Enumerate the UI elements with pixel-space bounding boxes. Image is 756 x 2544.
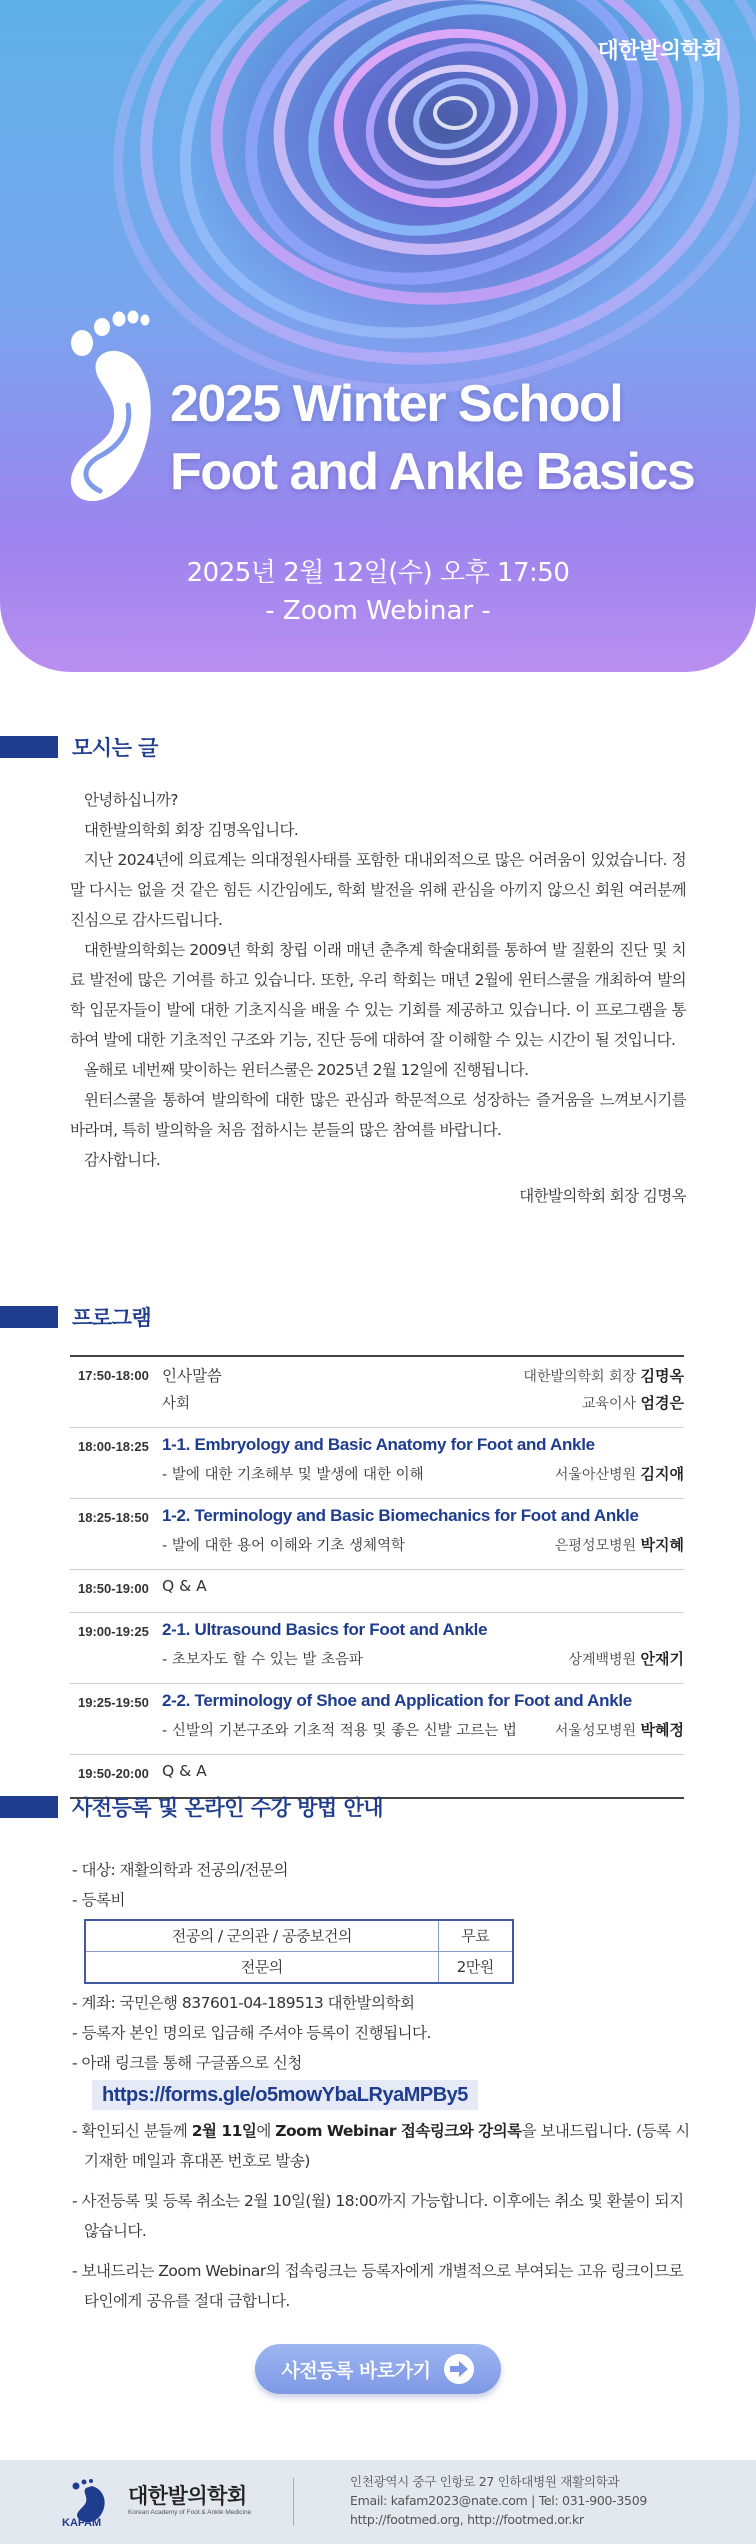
hero-title-line2: Foot and Ankle Basics bbox=[170, 443, 695, 501]
form-note: - 아래 링크를 통해 구글폼으로 신청 bbox=[72, 2054, 302, 2072]
greeting-paragraph: 대한발의학회는 2009년 학회 창립 이래 매년 춘추계 학술대회를 통하여 발 질환의 진단 및 치료 발전에 많은 기여를 하고 있습니다. 또한, 우리 학회는 매년 2월에 윈터스쿨을 개최하여 발의학 입문자들이 발에 대한 기초지식을 배울 수 있는 기회를 제공하고 있습니다. 이 프로그램을 통하여 발에 대한 기초적인 구조와 기능, 진단 등에 대하여 잘 이해할 수 있는 시간이 될 것입니다. bbox=[70, 941, 686, 1049]
event-date: 2025년 2월 12일(수) 오후 17:50 bbox=[186, 558, 570, 588]
footer bbox=[0, 2460, 756, 2544]
account-text: - 계좌: 국민은행 837601-04-189513 대한발의학회 bbox=[72, 1994, 415, 2012]
hero-society-name: 대한발의학회 bbox=[597, 39, 722, 64]
footer-info bbox=[350, 2472, 647, 2529]
program-table bbox=[70, 1355, 684, 1799]
footer-contact: Email: kafam2023@nate.com | Tel: 031-900-3509 bbox=[350, 2493, 648, 2508]
session-text: 인사말씀 bbox=[162, 1367, 222, 1385]
fee-label: - 등록비 bbox=[72, 1891, 125, 1909]
greeting-body bbox=[70, 785, 686, 1211]
session-text: - 초보자도 할 수 있는 발 초음파 bbox=[162, 1652, 363, 1668]
registration-form-link[interactable]: https://forms.gle/o5mowYbaLRyaMPBy5 bbox=[92, 2080, 478, 2110]
fee-type: 전공의 / 군의관 / 공중보건의 bbox=[85, 1920, 438, 1952]
fee-type: 전문의 bbox=[85, 1952, 438, 1984]
kafam-logo bbox=[62, 2478, 122, 2528]
footer-society-en: Korean Academy of Foot & Ankle Medicine bbox=[128, 2509, 252, 2516]
footer-society-name: 대한발의학회 bbox=[128, 2484, 247, 2508]
program-time: 18:50-19:00 bbox=[78, 1581, 149, 1596]
footer-website[interactable]: http://footmed.org, http://footmed.or.kr bbox=[350, 2512, 584, 2527]
deposit-note: - 등록자 본인 명의로 입금해 주셔야 등록이 진행됩니다. bbox=[72, 2024, 431, 2042]
program-row bbox=[70, 1428, 684, 1499]
registration-header bbox=[0, 1792, 383, 1822]
program-time: 18:25-18:50 bbox=[78, 1510, 149, 1525]
greeting-paragraph: 안녕하십니까? bbox=[84, 791, 178, 809]
program-row bbox=[70, 1499, 684, 1570]
program-row bbox=[70, 1357, 684, 1428]
program-row bbox=[70, 1684, 684, 1755]
share-note: - 보내드리는 Zoom Webinar의 접속링크는 등록자에게 개별적으로 부여되는 고유 링크이므로 타인에게 공유를 절대 금합니다. bbox=[72, 2262, 684, 2310]
session-title: 2-1. Ultrasound Basics for Foot and Ankle bbox=[162, 1620, 488, 1639]
program-time: 19:25-19:50 bbox=[78, 1695, 149, 1710]
session-title: 1-2. Terminology and Basic Biomechanics for Foot and Ankle bbox=[162, 1506, 639, 1525]
session-text: Q & A bbox=[162, 1577, 207, 1595]
greeting-paragraph: 대한발의학회 회장 김명옥입니다. bbox=[84, 821, 299, 839]
program-header bbox=[0, 1302, 151, 1332]
confirm-note: - 확인되신 분들께 2월 11일에 Zoom Webinar 접속링크와 강의록을 보내드립니다. (등록 시 기재한 메일과 휴대폰 번호로 발송) bbox=[72, 2122, 690, 2170]
registration-body bbox=[72, 1855, 692, 2316]
program-time: 19:00-19:25 bbox=[78, 1624, 149, 1639]
arrow-right-icon bbox=[444, 2354, 474, 2384]
program-time: 19:50-20:00 bbox=[78, 1766, 149, 1781]
session-text: - 신발의 기본구조와 기초적 적용 및 좋은 신발 고르는 법 bbox=[162, 1723, 517, 1739]
target-text: - 대상: 재활의학과 전공의/전문의 bbox=[72, 1861, 288, 1879]
event-format: - Zoom Webinar - bbox=[265, 596, 491, 626]
session-title: 2-2. Terminology of Shoe and Application for Foot and Ankle bbox=[162, 1691, 632, 1710]
greeting-paragraph: 윈터스쿨을 통하여 발의학에 대한 많은 관심과 학문적으로 성장하는 즐거움을 느껴보시기를 바라며, 특히 발의학을 처음 접하시는 분들의 많은 참여를 바랍니다. bbox=[70, 1091, 686, 1139]
section-bar bbox=[0, 1796, 58, 1818]
section-bar bbox=[0, 1306, 58, 1328]
greeting-paragraph: 올해로 네번째 맞이하는 윈터스쿨은 2025년 2월 12일에 진행됩니다. bbox=[84, 1061, 529, 1079]
program-row bbox=[70, 1613, 684, 1684]
section-bar bbox=[0, 736, 58, 758]
greeting-paragraph: 감사합니다. bbox=[84, 1151, 161, 1169]
session-text: Q & A bbox=[162, 1762, 207, 1780]
speaker: 서울아산병원 김지애 bbox=[554, 1465, 684, 1483]
pre-registration-label: 사전등록 바로가기 bbox=[281, 2359, 431, 2382]
session-text: - 발에 대한 용어 이해와 기초 생체역학 bbox=[162, 1538, 405, 1554]
svg-text:KAFAM: KAFAM bbox=[62, 2517, 102, 2528]
hero-banner bbox=[0, 0, 756, 672]
registration-heading: 사전등록 및 온라인 수강 방법 안내 bbox=[72, 1796, 384, 1820]
hero-title bbox=[170, 370, 694, 506]
program-heading: 프로그램 bbox=[72, 1306, 152, 1330]
session-title: 1-1. Embryology and Basic Anatomy for Foot and Ankle bbox=[162, 1435, 595, 1454]
footer-divider bbox=[293, 2478, 294, 2526]
fee-table bbox=[84, 1919, 514, 1984]
speaker: 대한발의학회 회장 김명옥 bbox=[523, 1367, 684, 1385]
speaker: 은평성모병원 박지혜 bbox=[554, 1536, 684, 1554]
pre-registration-button[interactable] bbox=[255, 2344, 501, 2394]
cancel-note: - 사전등록 및 등록 취소는 2월 10일(월) 18:00까지 가능합니다. 이후에는 취소 및 환불이 되지 않습니다. bbox=[72, 2192, 684, 2240]
hero-title-line1: 2025 Winter School bbox=[170, 375, 623, 433]
speaker: 서울성모병원 박혜정 bbox=[554, 1721, 684, 1739]
program-time: 17:50-18:00 bbox=[78, 1368, 149, 1383]
program-row bbox=[70, 1570, 684, 1613]
speaker: 상계백병원 안재기 bbox=[568, 1650, 684, 1668]
program-row bbox=[70, 1755, 684, 1797]
fee-price: 무료 bbox=[438, 1920, 513, 1952]
foot-icon bbox=[62, 305, 162, 505]
greeting-header bbox=[0, 732, 158, 762]
fee-row bbox=[85, 1920, 513, 1952]
fee-row bbox=[85, 1952, 513, 1984]
footer-address: 인천광역시 중구 인항로 27 인하대병원 재활의학과 bbox=[350, 2474, 620, 2489]
session-text: 사회 bbox=[162, 1396, 191, 1412]
program-time: 18:00-18:25 bbox=[78, 1439, 149, 1454]
greeting-signature: 대한발의학회 회장 김명옥 bbox=[519, 1187, 686, 1205]
greeting-paragraph: 지난 2024년에 의료계는 의대정원사태를 포함한 대내외적으로 많은 어려움이 있었습니다. 정말 다시는 없을 것 같은 힘든 시간임에도, 학회 발전을 위해 관심을 아끼지 않으신 회원 여러분께 진심으로 감사드립니다. bbox=[70, 851, 686, 929]
greeting-heading: 모시는 글 bbox=[72, 736, 158, 760]
speaker: 교육이사 엄경은 bbox=[581, 1394, 684, 1412]
fee-price: 2만원 bbox=[438, 1952, 513, 1984]
session-text: - 발에 대한 기초해부 및 발생에 대한 이해 bbox=[162, 1467, 424, 1483]
